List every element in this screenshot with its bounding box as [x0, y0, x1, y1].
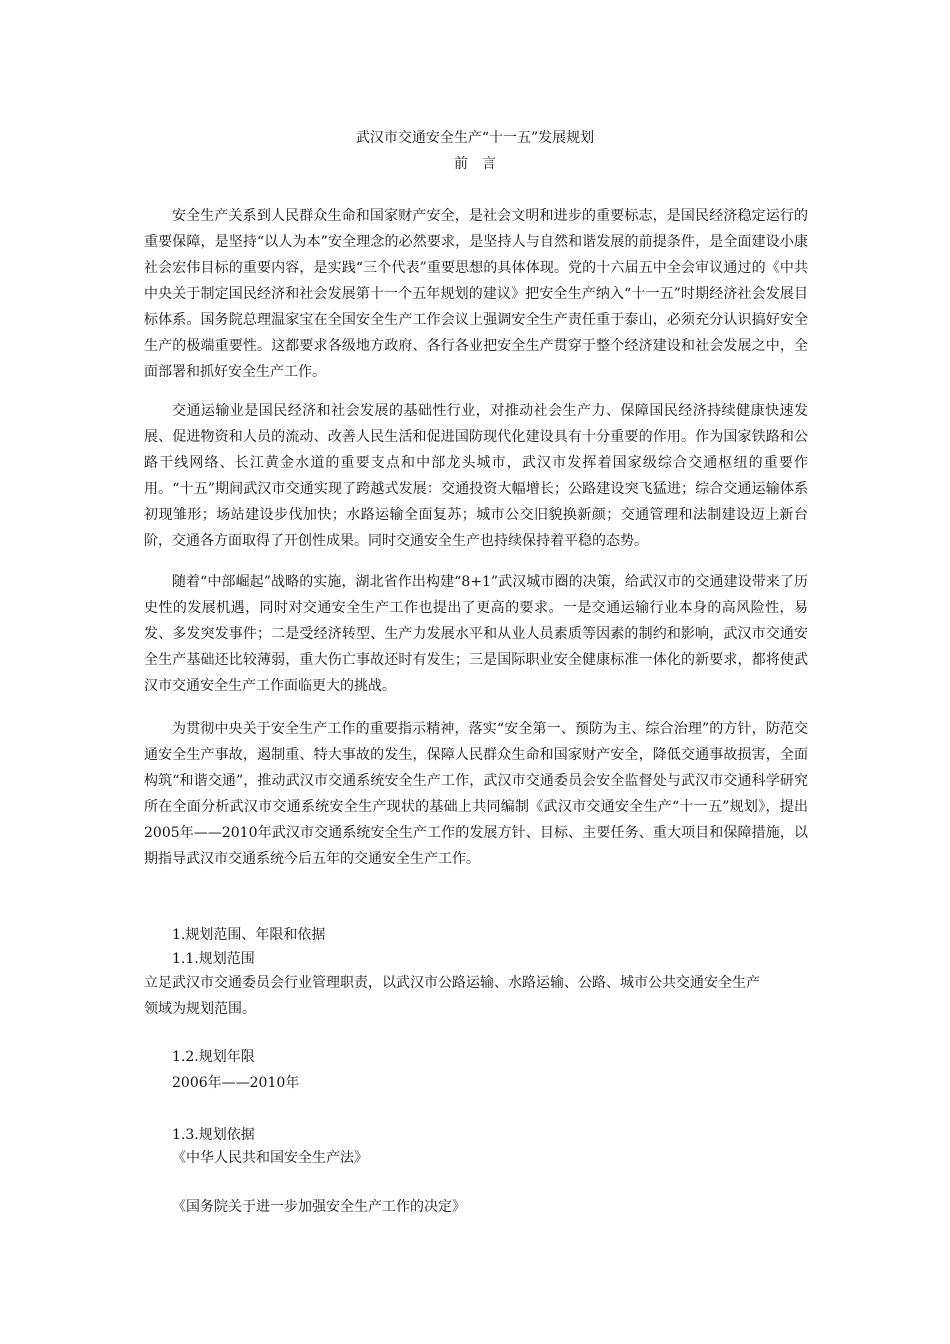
section-1-1-text-line-1: 立足武汉市交通委员会行业管理职责，以武汉市公路运输、水路运输、公路、城市公共交通安全生产	[144, 975, 760, 991]
section-1-heading: 1.规划范围、年限和依据	[172, 927, 326, 943]
paragraph-3: 随着“中部崛起”战略的实施，湖北省作出构建“8+1”武汉城市圈的决策，给武汉市的交通建设带来了历史性的发展机遇，同时对交通安全生产工作也提出了更高的要求。一是交通运输行业本身的高风险性，易发、多发突发事件；二是受经济转型、生产力发展水平和从业人员素质等因素的制约和影响，武汉市交通安全生产基础还比较薄弱，重大伤亡事故还时有发生；三是国际职业安全健康标准一体化的新要求，都将使武汉市交通安全生产工作面临更大的挑战。	[144, 574, 808, 694]
paragraph-4: 为贯彻中央关于安全生产工作的重要指示精神，落实“安全第一、预防为主、综合治理”的方针，防范交通安全生产事故，遏制重、特大事故的发生，保障人民群众生命和国家财产安全，降低交通事故损害，全面构筑“和谐交通”，推动武汉市交通系统安全生产工作，武汉市交通委员会安全监督处与武汉市交通科学研究所在全面分析武汉市交通系统安全生产现状的基础上共同编制《武汉市交通安全生产“十一五”规划》，提出2005年——2010年武汉市交通系统安全生产工作的发展方针、目标、主要任务、重大项目和保障措施，以期指导武汉市交通系统今后五年的交通安全生产工作。	[144, 721, 808, 867]
section-1-3-item-1: 《中华人民共和国安全生产法》	[172, 1150, 368, 1166]
section-1-3-item-2: 《国务院关于进一步加强安全生产工作的决定》	[172, 1199, 466, 1215]
section-1-1-text-line-2: 领域为规划范围。	[144, 1001, 256, 1017]
document-subtitle: 前言	[454, 156, 510, 172]
document-title: 武汉市交通安全生产“十一五”发展规划	[355, 130, 595, 146]
paragraph-1: 安全生产关系到人民群众生命和国家财产安全，是社会文明和进步的重要标志，是国民经济稳定运行的重要保障，是坚持“以人为本”安全理念的必然要求，是坚持人与自然和谐发展的前提条件，是全面建设小康社会宏伟目标的重要内容，是实践“三个代表”重要思想的具体体现。党的十六届五中全会审议通过的《中共中央关于制定国民经济和社会发展第十一个五年规划的建议》把安全生产纳入“十一五”时期经济社会发展目标体系。国务院总理温家宝在全国安全生产工作会议上强调安全生产责任重于泰山，必须充分认识搞好安全生产的极端重要性。这都要求各级地方政府、各行各业把安全生产贯穿于整个经济建设和社会发展之中，全面部署和抓好安全生产工作。	[144, 208, 808, 380]
section-1-2-heading: 1.2.规划年限	[172, 1049, 255, 1065]
section-1-3-heading: 1.3.规划依据	[172, 1127, 255, 1143]
section-1-2-text: 2006年——2010年	[172, 1075, 300, 1091]
section-1-1-heading: 1.1.规划范围	[172, 951, 255, 967]
paragraph-2: 交通运输业是国民经济和社会发展的基础性行业，对推动社会生产力、保障国民经济持续健康快速发展、促进物资和人员的流动、改善人民生活和促进国防现代化建设具有十分重要的作用。作为国家铁路和公路干线网络、长江黄金水道的重要支点和中部龙头城市，武汉市发挥着国家级综合交通枢纽的重要作用。“十五”期间武汉市交通实现了跨越式发展：交通投资大幅增长；公路建设突飞猛进；综合交通运输体系初现雏形；场站建设步伐加快；水路运输全面复苏；城市公交旧貌换新颜；交通管理和法制建设迈上新台阶，交通各方面取得了开创性成果。同时交通安全生产也持续保持着平稳的态势。	[144, 403, 808, 549]
